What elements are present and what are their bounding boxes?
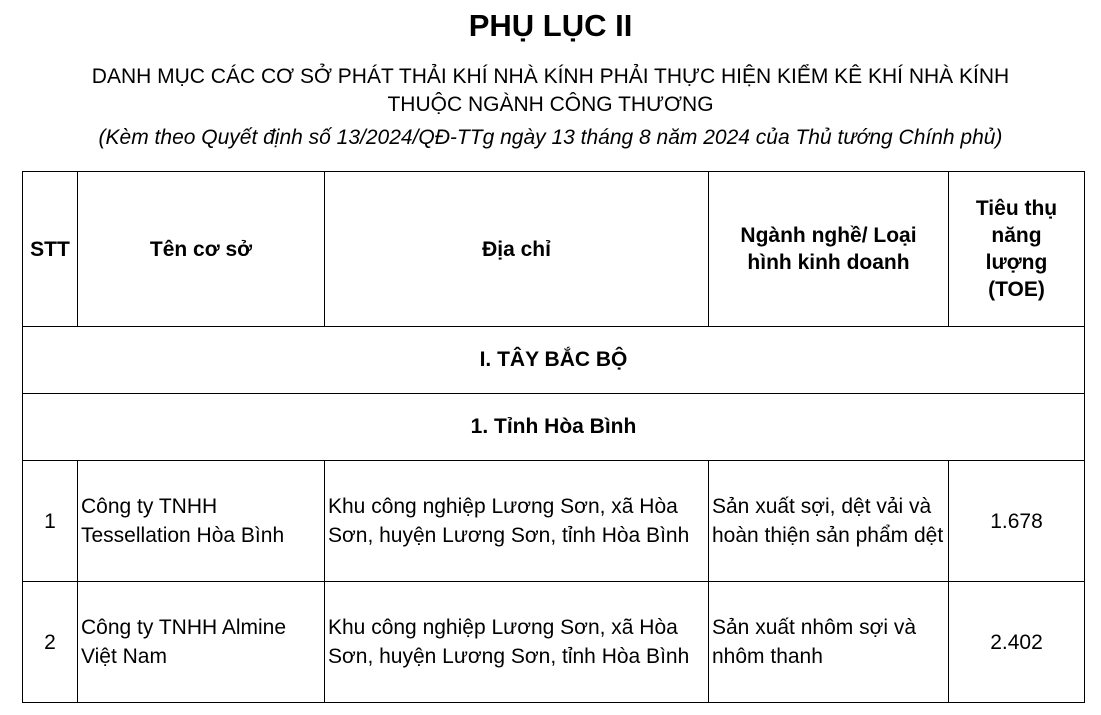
header-energy-consumption: Tiêu thụ năng lượng (TOE) — [949, 172, 1085, 327]
table-row — [23, 461, 1085, 582]
subtitle-line-1: DANH MỤC CÁC CƠ SỞ PHÁT THẢI KHÍ NHÀ KÍNH PHẢI THỰC HIỆN KIỂM KÊ KHÍ NHÀ KÍNH — [91, 65, 1010, 88]
header-address: Địa chỉ — [325, 172, 709, 327]
row-stt: 1 — [23, 461, 78, 582]
appendix-subtitle — [0, 63, 1101, 119]
row-facility-name: Công ty TNHH Tessellation Hòa Bình — [78, 461, 325, 582]
table-row — [23, 582, 1085, 703]
table-header-row — [23, 172, 1085, 327]
row-facility-name: Công ty TNHH Almine Việt Nam — [78, 582, 325, 703]
region-row — [23, 327, 1085, 394]
row-stt: 2 — [23, 582, 78, 703]
row-industry: Sản xuất sợi, dệt vải và hoàn thiện sản phẩm dệt — [709, 461, 949, 582]
row-address: Khu công nghiệp Lương Sơn, xã Hòa Sơn, huyện Lương Sơn, tỉnh Hòa Bình — [325, 582, 709, 703]
row-energy-consumption: 2.402 — [949, 582, 1085, 703]
province-row — [23, 394, 1085, 461]
row-energy-consumption: 1.678 — [949, 461, 1085, 582]
header-industry: Ngành nghề/ Loại hình kinh doanh — [709, 172, 949, 327]
appendix-title: PHỤ LỤC II — [468, 8, 633, 43]
facility-table — [22, 171, 1085, 703]
header-facility-name: Tên cơ sở — [78, 172, 325, 327]
subtitle-line-2: THUỘC NGÀNH CÔNG THƯƠNG — [387, 93, 714, 116]
decision-reference: (Kèm theo Quyết định số 13/2024/QĐ-TTg ngày 13 tháng 8 năm 2024 của Thủ tướng Chính phủ) — [98, 126, 1003, 149]
region-heading: I. TÂY BẮC BỘ — [23, 327, 1085, 394]
header-stt: STT — [23, 172, 78, 327]
province-heading: 1. Tỉnh Hòa Bình — [23, 394, 1085, 461]
row-industry: Sản xuất nhôm sợi và nhôm thanh — [709, 582, 949, 703]
row-address: Khu công nghiệp Lương Sơn, xã Hòa Sơn, huyện Lương Sơn, tỉnh Hòa Bình — [325, 461, 709, 582]
